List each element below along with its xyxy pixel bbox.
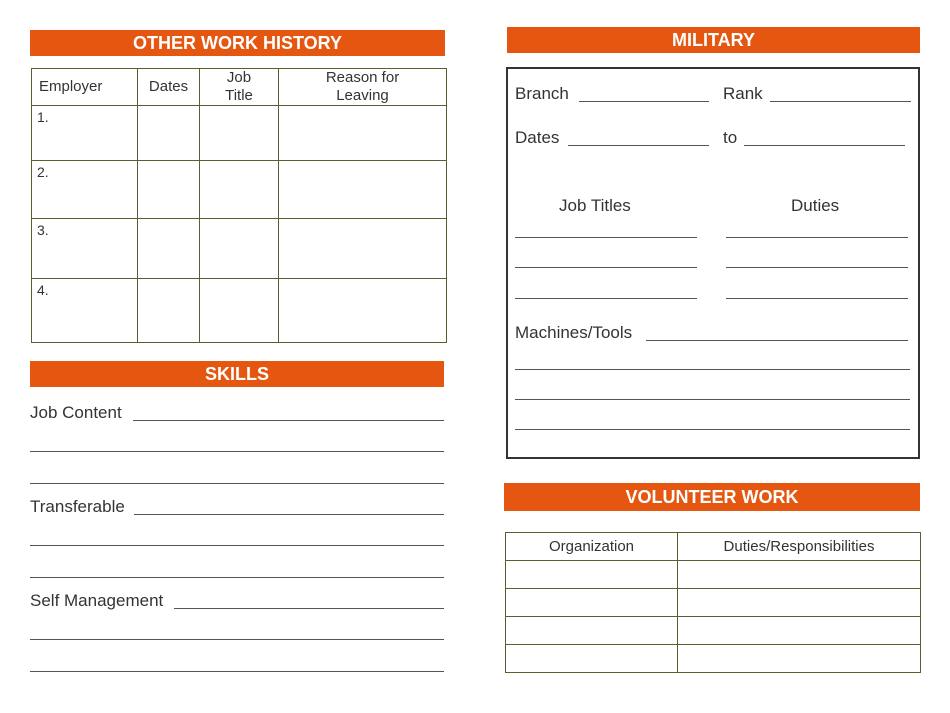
- dates-header: Dates: [138, 69, 200, 106]
- work-history-header-row: [32, 69, 447, 106]
- self-management-label: Self Management: [30, 591, 164, 610]
- job-content-line[interactable]: [30, 451, 444, 452]
- job-content-line[interactable]: [30, 483, 444, 484]
- skills-header: SKILLS: [30, 361, 444, 387]
- machines-tools-line[interactable]: [646, 340, 908, 341]
- machines-tools-line[interactable]: [515, 399, 910, 400]
- reason-cell[interactable]: [279, 279, 447, 343]
- table-row: [32, 161, 447, 219]
- duties-cell[interactable]: [678, 589, 921, 617]
- machines-tools-line[interactable]: [515, 369, 910, 370]
- job-titles-label: Job Titles: [559, 196, 631, 215]
- machines-tools-label: Machines/Tools: [515, 323, 633, 342]
- volunteer-table: [505, 532, 921, 673]
- dates-cell[interactable]: [138, 161, 200, 219]
- table-row: [506, 561, 921, 589]
- duties-label: Duties: [791, 196, 840, 215]
- military-header: MILITARY: [507, 27, 920, 53]
- work-history-table: [31, 68, 447, 343]
- dates-from-line[interactable]: [568, 145, 709, 146]
- job-content-line[interactable]: [133, 420, 444, 421]
- organization-cell[interactable]: [506, 589, 678, 617]
- row-number: 3.: [32, 219, 138, 279]
- to-label: to: [723, 128, 738, 147]
- table-row: [32, 219, 447, 279]
- organization-cell[interactable]: [506, 617, 678, 645]
- duties-cell[interactable]: [678, 561, 921, 589]
- dates-cell[interactable]: [138, 219, 200, 279]
- job-title-header: Job Title: [200, 69, 279, 106]
- organization-cell[interactable]: [506, 561, 678, 589]
- duties-line[interactable]: [726, 267, 908, 268]
- transferable-label: Transferable: [30, 497, 125, 516]
- dates-cell[interactable]: [138, 279, 200, 343]
- row-number: 1.: [32, 106, 138, 161]
- rank-line[interactable]: [770, 101, 911, 102]
- rank-label: Rank: [723, 84, 763, 103]
- dates-to-line[interactable]: [744, 145, 905, 146]
- job-title-line[interactable]: [515, 237, 697, 238]
- job-title-cell[interactable]: [200, 279, 279, 343]
- self-management-line[interactable]: [30, 671, 444, 672]
- branch-line[interactable]: [579, 101, 709, 102]
- row-number: 2.: [32, 161, 138, 219]
- transferable-line[interactable]: [30, 545, 444, 546]
- duties-line[interactable]: [726, 298, 908, 299]
- table-row: [32, 106, 447, 161]
- table-row: [506, 645, 921, 673]
- table-row: [506, 589, 921, 617]
- duties-cell[interactable]: [678, 645, 921, 673]
- dates-label: Dates: [515, 128, 560, 147]
- branch-label: Branch: [515, 84, 569, 103]
- job-title-line[interactable]: [515, 267, 697, 268]
- row-number: 4.: [32, 279, 138, 343]
- machines-tools-line[interactable]: [515, 429, 910, 430]
- duties-line[interactable]: [726, 237, 908, 238]
- dates-cell[interactable]: [138, 106, 200, 161]
- reason-cell[interactable]: [279, 106, 447, 161]
- organization-header: Organization: [506, 533, 678, 561]
- reason-cell[interactable]: [279, 219, 447, 279]
- job-title-line[interactable]: [515, 298, 697, 299]
- job-title-cell[interactable]: [200, 161, 279, 219]
- job-title-cell[interactable]: [200, 219, 279, 279]
- organization-cell[interactable]: [506, 645, 678, 673]
- duties-cell[interactable]: [678, 617, 921, 645]
- military-box: [506, 67, 920, 459]
- table-row: [506, 617, 921, 645]
- self-management-line[interactable]: [30, 639, 444, 640]
- self-management-line[interactable]: [174, 608, 444, 609]
- work-history-header: OTHER WORK HISTORY: [30, 30, 445, 56]
- job-title-cell[interactable]: [200, 106, 279, 161]
- volunteer-header: VOLUNTEER WORK: [504, 483, 920, 511]
- volunteer-header-row: [506, 533, 921, 561]
- duties-responsibilities-header: Duties/Responsibilities: [678, 533, 921, 561]
- reason-cell[interactable]: [279, 161, 447, 219]
- reason-header: Reason for Leaving: [279, 69, 447, 106]
- table-row: [32, 279, 447, 343]
- transferable-line[interactable]: [134, 514, 444, 515]
- job-content-label: Job Content: [30, 403, 122, 422]
- employer-header: Employer: [32, 69, 138, 106]
- transferable-line[interactable]: [30, 577, 444, 578]
